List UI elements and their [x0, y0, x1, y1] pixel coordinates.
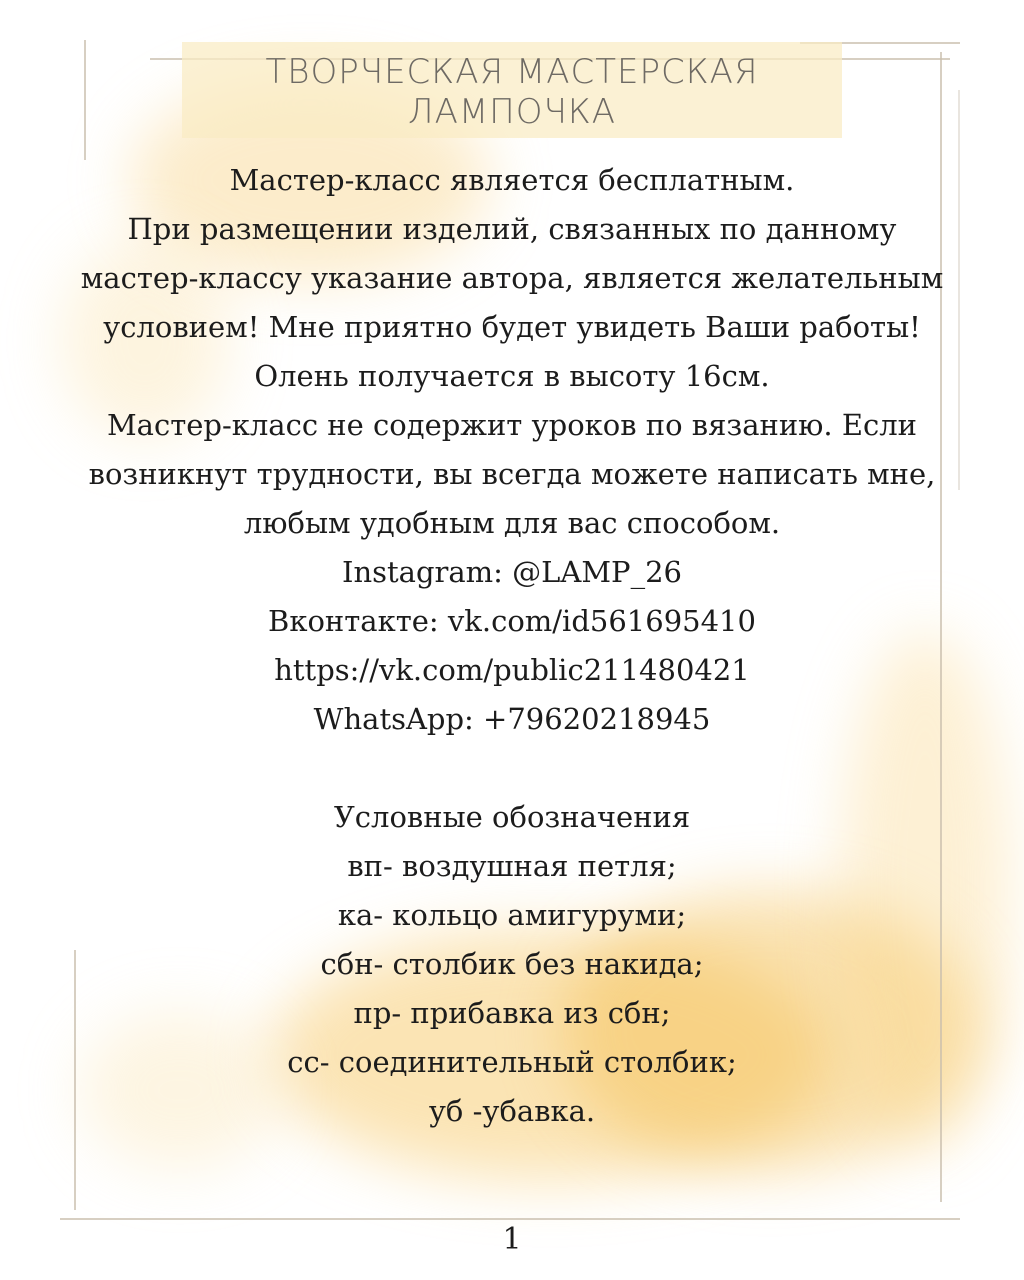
- intro-line: При размещении изделий, связанных по данному: [127, 212, 897, 246]
- whatsapp-contact: WhatsApp: +79620218945: [313, 702, 711, 736]
- vk-public-link: https://vk.com/public211480421: [274, 653, 750, 687]
- intro-line: условием! Мне приятно будет увидеть Ваши работы!: [103, 310, 921, 344]
- intro-section: [40, 156, 984, 548]
- legend-section: [40, 793, 984, 1136]
- legend-item: пр- прибавка из сбн;: [353, 996, 671, 1030]
- section-gap: [40, 744, 984, 793]
- title-line-2: ЛАМПОЧКА: [408, 92, 616, 132]
- legend-item: уб -убавка.: [428, 1094, 596, 1128]
- contacts-section: [40, 548, 984, 744]
- title-banner: [182, 42, 842, 138]
- vk-contact: Вконтакте: vk.com/id561695410: [268, 604, 756, 638]
- intro-line: возникнут трудности, вы всегда можете написать мне,: [88, 457, 936, 491]
- intro-line: любым удобным для вас способом.: [243, 506, 781, 540]
- title-line-1: ТВОРЧЕСКАЯ МАСТЕРСКАЯ: [265, 52, 759, 92]
- frame-border-left-top: [84, 40, 86, 160]
- intro-line: Олень получается в высоту 16см.: [254, 359, 770, 393]
- instagram-contact: Instagram: @LAMP_26: [342, 555, 682, 589]
- body-text: [40, 156, 984, 1136]
- legend-item: вп- воздушная петля;: [347, 849, 677, 883]
- legend-item: ка- кольцо амигуруми;: [337, 898, 687, 932]
- intro-line: Мастер-класс является бесплатным.: [229, 163, 795, 197]
- legend-item: сбн- столбик без накида;: [320, 947, 704, 981]
- legend-title: Условные обозначения: [333, 800, 691, 834]
- intro-line: Мастер-класс не содержит уроков по вязанию. Если: [106, 408, 918, 442]
- intro-line: мастер-классу указание автора, является желательным: [80, 261, 944, 295]
- legend-item: сс- соединительный столбик;: [287, 1045, 737, 1079]
- page-number: 1: [502, 1222, 522, 1257]
